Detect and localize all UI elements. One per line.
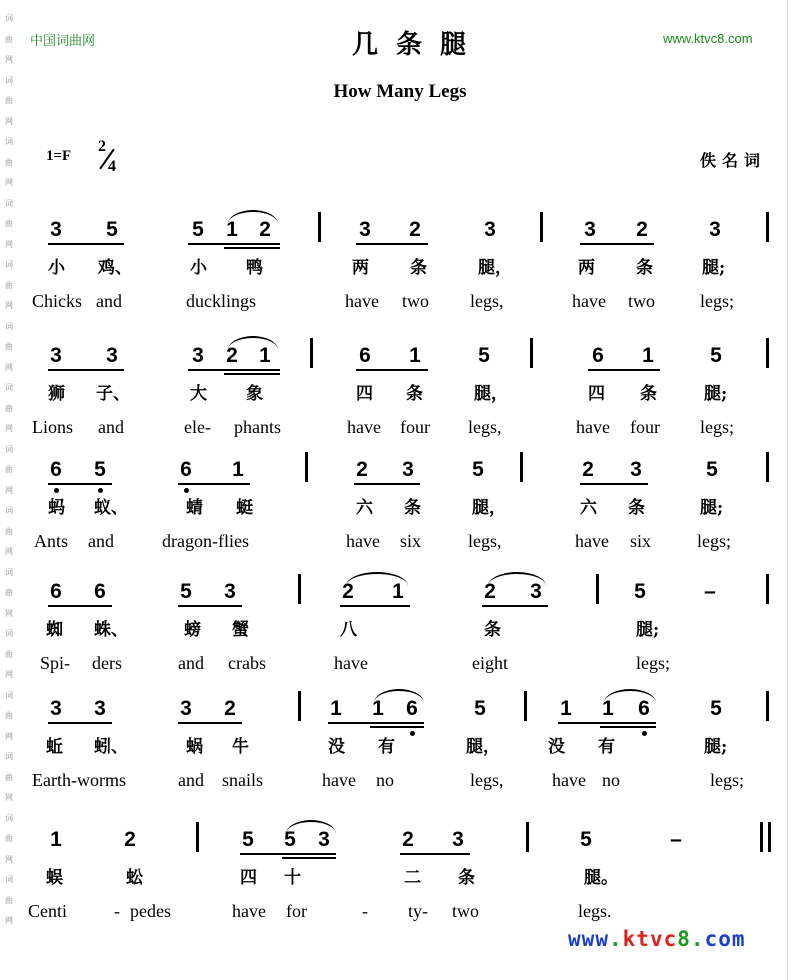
side-watermark-char: 网 [5,178,13,187]
low-octave-dot [642,731,647,736]
side-watermark-char: 词 [5,198,13,208]
side-watermark-char: 网 [5,731,13,741]
lyric-chinese: 四 [356,384,373,404]
site-url-right[interactable]: www.ktvc8.com [663,31,753,46]
lyricist-credit: 佚名词 [700,151,767,170]
lyric-english: six [400,531,422,551]
bar-line [766,452,769,482]
bar-line [524,691,527,721]
side-watermark-char: 曲 [5,342,13,351]
footer-logo-char: c [704,927,719,951]
side-watermark-char: 曲 [5,834,13,843]
lyric-english: legs, [468,417,502,437]
footer-logo[interactable] [568,927,746,951]
note: 6 [180,458,192,481]
low-octave-dot [98,488,103,493]
side-watermark-char: 曲 [5,465,13,474]
side-watermark-char: 曲 [5,403,13,413]
beam-underline [48,605,112,607]
lyric-english: have [346,531,380,551]
lyric-english: eight [472,653,508,673]
bar-line [768,822,771,852]
lyric-english: have [334,653,368,673]
note: 6 [94,580,106,603]
note: 5 [634,580,646,603]
lyric-english: phants [234,417,281,437]
lyric-english: have [552,770,586,790]
lyric-english: Chicks [32,291,83,311]
slur-arc [228,210,278,224]
lyric-chinese: 十 [284,868,301,888]
note: 1 [50,828,62,851]
lyric-chinese: 蜈 [46,868,63,888]
footer-logo-char: . [690,927,705,951]
slur-arc [228,336,278,350]
lyric-english: have [347,417,381,437]
lyric-chinese: 腿; [636,620,660,640]
lyric-english: legs, [470,291,504,311]
beam-underline [356,369,428,371]
lyric-chinese: 鸭 [246,258,263,278]
note: 1 [560,697,572,720]
lyric-english: snails [222,770,264,790]
song-title-chinese: 几条腿 [351,30,484,60]
low-octave-dot [54,488,59,493]
side-watermark-char: 曲 [5,895,13,905]
note: 3 [709,218,721,241]
beam-underline [178,722,242,724]
lyric-chinese: 大 [190,384,207,404]
lyric-english: and [88,531,114,551]
note: 5 [242,828,254,851]
note: 6 [359,344,371,367]
lyric-english: legs. [578,901,612,921]
beam-underline [558,722,656,724]
side-watermark-char: 曲 [5,649,13,659]
footer-logo-char: c [663,927,678,951]
lyric-chinese: 四 [588,384,605,404]
lyric-english: no [376,770,394,790]
footer-logo-char: w [568,927,582,951]
beam-underline [48,722,112,724]
bar-line [318,212,321,242]
note: 5 [106,218,118,241]
side-watermark-char: 曲 [5,219,13,228]
lyric-chinese: 小 [190,258,207,278]
side-watermark-char: 网 [5,239,13,249]
lyric-chinese: 螃 [184,620,201,640]
lyric-chinese: 条 [628,498,645,518]
bar-line [526,822,529,852]
lyric-english: ders [92,653,122,673]
side-watermark-char: 网 [5,362,13,372]
note: 1 [259,344,271,367]
bar-line [766,212,769,242]
note: 3 [94,697,106,720]
lyric-english: no [602,770,620,790]
lyric-english: have [345,291,379,311]
lyric-chinese: 蚁、 [94,498,128,518]
key-signature: 1=F [46,148,72,164]
note: 5 [478,344,490,367]
note: 3 [630,458,642,481]
side-watermark-char: 网 [5,116,13,126]
note: 3 [50,218,62,241]
side-watermark-char: 词 [5,813,13,823]
lyric-chinese: 两 [578,258,595,278]
footer-logo-char: v [649,927,664,951]
side-watermark-char: 词 [5,260,13,269]
lyric-chinese: 条 [484,620,501,640]
side-watermark-char: 网 [5,547,13,556]
beam-underline [48,243,124,245]
lyric-english: four [630,417,660,437]
side-watermark-char: 词 [5,567,13,577]
lyric-english: legs; [697,531,731,551]
beam-underline [282,857,336,859]
beam-underline [188,243,280,245]
slur-arc [604,689,656,703]
side-watermark-char: 曲 [5,280,13,290]
lyric-chinese: 腿; [700,498,724,518]
beam-underline [224,247,280,249]
note: 5 [710,697,722,720]
note: 3 [318,828,330,851]
side-watermark-char: 网 [5,55,13,64]
note: 3 [50,344,62,367]
lyric-chinese: 有 [598,737,615,757]
note: 2 [259,218,271,241]
note: 2 [124,828,136,851]
lyric-english: legs; [700,417,734,437]
lyric-chinese: 腿， [474,384,508,404]
slur-arc [346,572,408,586]
lyric-chinese: 蚯 [46,737,63,757]
note: 3 [224,580,236,603]
right-border-line [787,0,788,980]
lyric-chinese: 子、 [96,384,130,404]
footer-logo-char: w [595,927,609,951]
note: 3 [192,344,204,367]
lyric-english: and [178,770,204,790]
lyric-chinese: 条 [640,384,657,404]
lyric-english: and [178,653,204,673]
beam-underline [188,369,280,371]
note: 1 [409,344,421,367]
lyric-chinese: 两 [352,258,369,278]
bar-line [596,574,599,604]
note: 2 [409,218,421,241]
lyric-chinese: 没 [548,737,565,757]
beam-underline [48,483,112,485]
note: 6 [638,697,650,720]
lyric-chinese: 二 [404,868,421,888]
beam-underline [482,605,548,607]
lyric-english: Lions [32,417,74,437]
lyric-chinese: 蛛、 [94,620,128,640]
side-watermark-char: 词 [5,75,13,85]
side-watermark-char: 词 [5,137,13,146]
lyric-english: two [628,291,655,311]
footer-logo-char: k [622,927,637,951]
bar-line [540,212,543,242]
lyric-english: legs, [468,531,502,551]
bar-line [305,452,308,482]
lyric-chinese: 腿。 [584,868,618,888]
note: 3 [484,218,496,241]
side-watermark-char: 词 [5,506,13,515]
note: 5 [180,580,192,603]
side-watermark-char: 网 [5,301,13,310]
lyric-english: legs; [636,653,670,673]
note: 2 [226,344,238,367]
lyric-english: Earth-worms [32,770,126,790]
beam-underline [370,726,424,728]
note: 6 [50,580,62,603]
note: 6 [592,344,604,367]
bar-line [310,338,313,368]
note: 2 [636,218,648,241]
beam-underline [178,605,242,607]
lyric-chinese: 腿， [478,258,512,278]
note: 3 [530,580,542,603]
lyric-english: - [362,901,368,921]
note: 3 [106,344,118,367]
lyric-chinese: 蚣 [126,868,143,888]
side-watermark-char: 曲 [5,157,13,167]
site-name-left[interactable]: 中国词曲网 [30,34,96,49]
bar-line [760,822,763,852]
lyric-english: for [286,901,307,921]
side-watermark-char: 曲 [5,96,13,105]
lyric-english: Centi [28,901,67,921]
lyric-english: have [322,770,356,790]
footer-logo-char: 8 [677,927,691,951]
lyric-english: and [98,417,124,437]
note: 1 [232,458,244,481]
lyric-english: four [400,417,430,437]
bar-line [298,691,301,721]
lyric-english: two [452,901,479,921]
footer-logo-char: m [731,927,746,951]
side-watermark-char: 词 [5,752,13,761]
lyric-english: dragon-flies [162,531,249,551]
footer-logo-char: . [608,927,623,951]
note: 1 [330,697,342,720]
beam-underline [48,369,124,371]
footer-logo-char: t [636,927,650,951]
beam-underline [600,726,656,728]
bar-line [520,452,523,482]
note: 3 [452,828,464,851]
note: 1 [226,218,238,241]
lyric-english: have [572,291,606,311]
lyric-english: have [575,531,609,551]
lyric-english: and [96,291,122,311]
side-watermark-char: 词 [5,444,13,454]
lyric-chinese: 腿， [472,498,506,518]
note: 3 [584,218,596,241]
beam-underline [356,243,428,245]
lyric-chinese: 鸡、 [98,258,132,278]
side-watermark-char: 曲 [5,772,13,782]
lyric-english: legs, [470,770,504,790]
lyric-chinese: 条 [404,498,421,518]
sustain-dash: – [670,828,682,851]
lyric-chinese: 腿， [466,737,500,757]
note: 2 [582,458,594,481]
lyric-english: have [232,901,266,921]
beam-underline [400,853,470,855]
beam-underline [224,373,280,375]
bar-line [766,338,769,368]
lyric-english: ty- [408,901,428,921]
lyric-english: Spi- [40,653,71,673]
side-watermark-char: 网 [5,793,13,802]
beam-underline [328,722,424,724]
slur-arc [286,820,336,834]
lyric-chinese: 条 [636,258,653,278]
slur-arc [488,572,546,586]
side-watermark-char: 词 [5,690,13,700]
note: 1 [642,344,654,367]
bar-line [196,822,199,852]
note: 5 [474,697,486,720]
lyric-english: legs; [700,291,734,311]
lyric-chinese: 条 [458,868,475,888]
low-octave-dot [184,488,189,493]
lyric-chinese: 蜻 [186,498,203,518]
lyric-chinese: 腿; [702,258,726,278]
lyric-chinese: 蜘 [46,620,63,640]
song-title-english: How Many Legs [333,81,467,102]
beam-underline [354,483,420,485]
lyric-english: pedes [130,901,171,921]
low-octave-dot [410,731,415,736]
note: 5 [94,458,106,481]
lyric-chinese: 牛 [232,737,249,757]
bar-line [766,691,769,721]
lyric-chinese: 蚓、 [94,737,128,757]
side-watermark-char: 曲 [5,711,13,720]
beam-underline [588,369,660,371]
side-watermark-char: 词 [5,629,13,638]
note: 2 [484,580,496,603]
side-watermark-char: 曲 [5,588,13,597]
lyric-english: legs; [710,770,744,790]
note: 6 [50,458,62,481]
side-watermark-char: 曲 [5,526,13,536]
lyric-chinese: 象 [246,384,263,404]
lyric-chinese: 条 [410,258,427,278]
beam-underline [580,483,648,485]
side-watermark-char: 词 [5,14,13,23]
note: 2 [224,697,236,720]
bar-line [298,574,301,604]
lyric-english: have [576,417,610,437]
lyric-english: - [114,901,120,921]
note: 3 [402,458,414,481]
sustain-dash: – [704,580,716,603]
note: 3 [50,697,62,720]
note: 1 [602,697,614,720]
lyric-chinese: 蟹 [232,620,249,640]
time-signature-numerator: 2 [98,138,106,155]
lyric-chinese: 小 [48,258,65,278]
time-signature-denominator: 4 [108,158,116,175]
lyric-english: two [402,291,429,311]
side-watermark-char: 词 [5,383,13,392]
note: 2 [402,828,414,851]
lyric-chinese: 四 [240,868,257,888]
lyric-chinese: 六 [580,498,597,518]
lyric-chinese: 有 [378,737,395,757]
beam-underline [340,605,410,607]
side-watermark-char: 词 [5,321,13,331]
lyric-chinese: 蜓 [236,498,253,518]
note: 5 [472,458,484,481]
side-watermark-char: 网 [5,608,13,618]
lyric-english: six [630,531,652,551]
side-watermark-strip [0,0,18,980]
note: 1 [372,697,384,720]
note: 5 [192,218,204,241]
time-signature [92,140,122,180]
lyric-chinese: 狮 [48,384,65,404]
note: 1 [392,580,404,603]
lyric-english: crabs [228,653,266,673]
side-watermark-char: 曲 [5,34,13,44]
note: 2 [342,580,354,603]
footer-logo-char: w [581,927,596,951]
side-watermark-char: 网 [5,916,13,925]
side-watermark-char: 网 [5,854,13,864]
beam-underline [580,243,654,245]
lyric-chinese: 六 [356,498,373,518]
lyric-chinese: 腿; [704,384,728,404]
note: 6 [406,697,418,720]
side-watermark-char: 网 [5,670,13,679]
bar-line [766,574,769,604]
footer-logo-char: o [718,927,732,951]
lyric-chinese: 没 [328,737,345,757]
note: 2 [356,458,368,481]
lyric-chinese: 蜗 [186,737,203,757]
note: 5 [580,828,592,851]
note: 3 [359,218,371,241]
lyric-chinese: 条 [406,384,423,404]
note: 3 [180,697,192,720]
slur-arc [374,689,424,703]
lyric-chinese: 蚂 [48,498,65,518]
lyric-chinese: 腿; [704,737,728,757]
beam-underline [240,853,336,855]
beam-underline [178,483,250,485]
bar-line [530,338,533,368]
side-watermark-char: 网 [5,424,13,433]
side-watermark-char: 词 [5,875,13,884]
lyric-english: Ants [34,531,69,551]
note: 5 [710,344,722,367]
lyric-english: ducklings [186,291,256,311]
side-watermark-char: 网 [5,485,13,495]
lyric-english: ele- [184,417,211,437]
note: 5 [706,458,718,481]
lyric-chinese: 八 [340,620,357,640]
note: 5 [284,828,296,851]
